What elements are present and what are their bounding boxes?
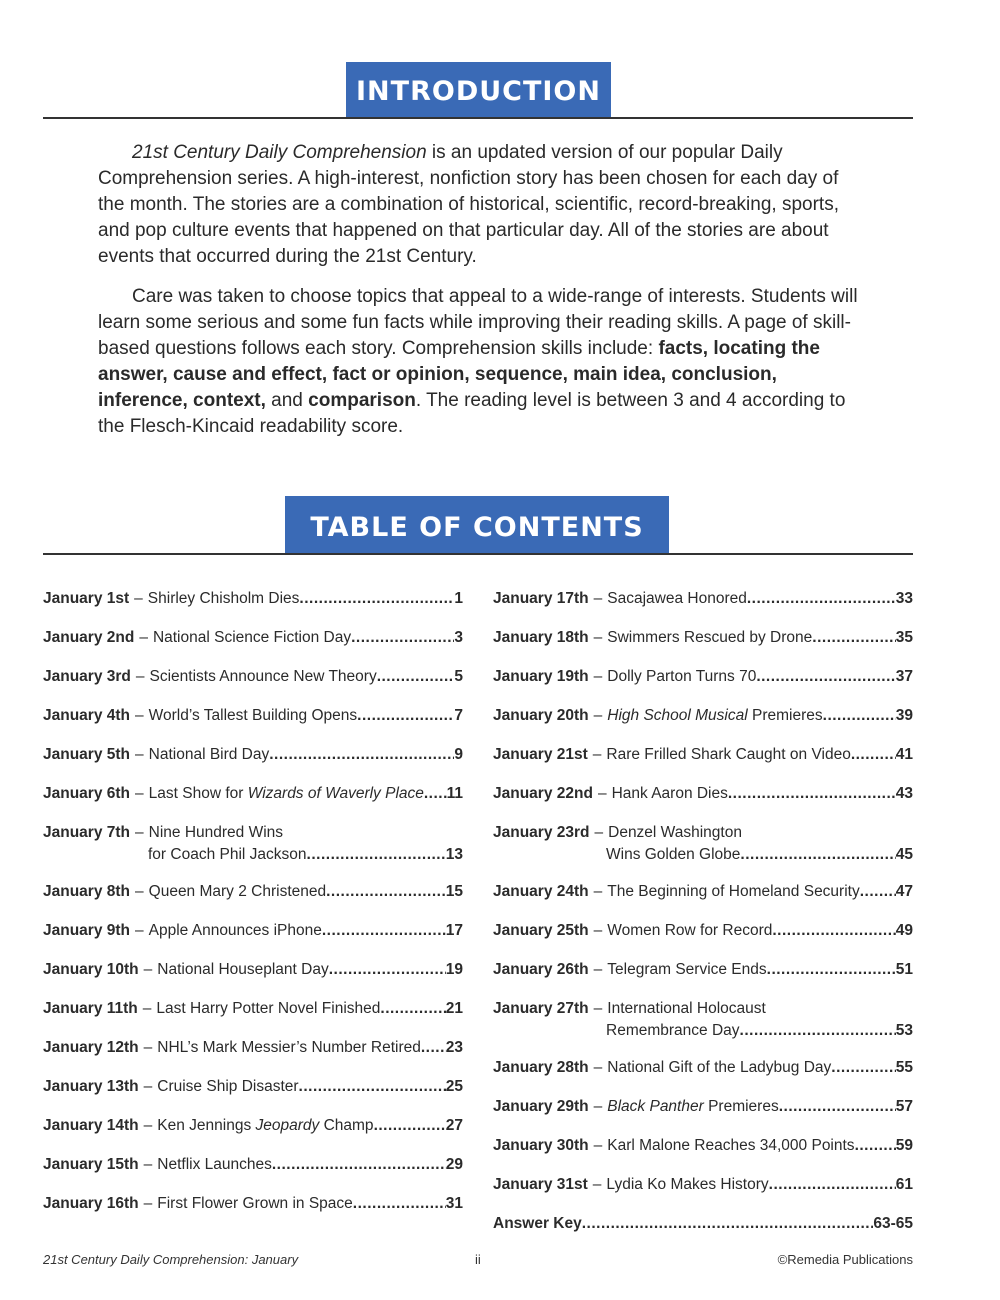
toc-page-number: 43 (895, 785, 913, 802)
toc-leader-dots (351, 627, 454, 649)
toc-entry[interactable] (43, 1115, 463, 1137)
toc-dash: – (593, 1059, 603, 1076)
toc-dash: – (592, 746, 602, 763)
toc-entry[interactable] (493, 705, 913, 727)
toc-entry[interactable] (493, 1174, 913, 1196)
toc-page-number: 7 (454, 707, 463, 724)
toc-entry-title (157, 1076, 298, 1098)
toc-dash: – (139, 629, 148, 646)
toc-entry-title (606, 1174, 768, 1196)
toc-entry-row (43, 744, 463, 766)
toc-entry-title (607, 666, 756, 688)
toc-entry-title (149, 920, 322, 942)
toc-entry-row (493, 705, 913, 727)
toc-page-number: 37 (895, 668, 913, 685)
toc-leader-dots (812, 627, 895, 649)
toc-entry-row (493, 666, 913, 688)
toc-dash: – (593, 590, 603, 607)
toc-entry-title (607, 959, 766, 981)
toc-entry-row (43, 998, 463, 1020)
toc-entry-date: January 22nd (493, 785, 593, 802)
toc-entry-title (612, 783, 728, 805)
toc-entry-title (149, 744, 270, 766)
toc-entry[interactable] (43, 627, 463, 649)
toc-title-text: National Gift of the Ladybug Day (607, 1059, 832, 1076)
toc-entry-date: January 17th (493, 590, 589, 607)
toc-entry-row (43, 705, 463, 727)
toc-title-text: Last Harry Potter Novel Finished (156, 1000, 381, 1017)
toc-entry[interactable] (43, 666, 463, 688)
toc-title-text: Denzel Washington (608, 824, 742, 841)
toc-entry-title (156, 998, 380, 1020)
toc-leader-dots (769, 1174, 896, 1196)
toc-title-text: Swimmers Rescued by Drone (607, 629, 813, 646)
toc-entry-date: January 1st (43, 590, 130, 607)
toc-title-text: International Holocaust (607, 1000, 766, 1017)
toc-leader-dots (860, 881, 896, 903)
toc-page-number: 41 (895, 746, 913, 763)
toc-entry[interactable] (43, 998, 463, 1020)
toc-leader-dots (322, 920, 446, 942)
toc-entry-row (43, 666, 463, 688)
toc-dash: – (597, 785, 607, 802)
intro-paragraph-1-text: is an updated version of our popular Daily Comprehension series. A high-interest, nonfiction story has been chosen for each day of the month. The stories are a combination of historical, scientific, record-breaking, sports, and pop culture events that happened on that particular day. All of the stories are about events that occurred during the 21st Century. (98, 142, 839, 267)
toc-entry-row (493, 588, 913, 610)
intro-paragraph-2 (98, 284, 868, 440)
toc-entry[interactable] (493, 881, 913, 903)
toc-page-number: 3 (454, 629, 463, 646)
toc-entry-title (153, 627, 351, 649)
toc-entry-row (493, 1213, 913, 1235)
toc-page-number: 51 (895, 961, 913, 978)
toc-title-after: Premieres (747, 707, 823, 724)
toc-entry-date: January 13th (43, 1078, 139, 1095)
toc-dash: – (135, 785, 144, 802)
toc-entry[interactable] (43, 1037, 463, 1059)
toc-page-number: 1 (454, 590, 463, 607)
toc-entry-row (493, 1057, 913, 1079)
toc-title-italic: High School Musical (607, 707, 748, 724)
toc-title-text: Dolly Parton Turns 70 (607, 668, 757, 685)
toc-entry-row (493, 783, 913, 805)
toc-title-text: National Science Fiction Day (152, 629, 352, 646)
toc-entry-date: Answer Key (493, 1215, 582, 1232)
toc-page-number: 35 (895, 629, 913, 646)
toc-entry-title (607, 588, 747, 610)
toc-page-number: 31 (445, 1195, 463, 1212)
toc-entry[interactable] (43, 588, 463, 610)
toc-page-number: 47 (895, 883, 913, 900)
toc-entry-row (43, 1037, 463, 1059)
toc-entry-title (149, 705, 358, 727)
toc-dash: – (143, 961, 153, 978)
toc-leader-dots (326, 881, 446, 903)
toc-title-text: Last Show for (148, 785, 248, 802)
toc-entry-row (43, 783, 463, 805)
toc-entry-date: January 14th (43, 1117, 139, 1134)
toc-entry-row (493, 627, 913, 649)
skills-list-bold: facts, locating the answer, cause and effect, fact or opinion, sequence, main idea, conclusion, inference, context, (98, 338, 820, 411)
toc-leader-dots (740, 844, 895, 866)
toc-dash: – (135, 668, 145, 685)
divider-rule (43, 553, 913, 555)
toc-leader-dots (740, 1020, 896, 1042)
toc-entry-date: January 29th (493, 1098, 589, 1115)
toc-leader-dots (747, 588, 896, 610)
toc-entry-date: January 31st (493, 1176, 588, 1193)
toc-entry-row (43, 920, 463, 942)
toc-entry-date: January 30th (493, 1137, 589, 1154)
toc-title-text: Netflix Launches (157, 1156, 272, 1173)
toc-title-italic: Black Panther (607, 1098, 704, 1115)
toc-entry-row-continued (493, 844, 913, 866)
toc-entry-title (149, 783, 424, 805)
toc-entry-date: January 25th (493, 922, 589, 939)
toc-dash: – (135, 922, 144, 939)
toc-leader-dots (779, 1096, 896, 1118)
toc-title-text: Rare Frilled Shark Caught on Video (606, 746, 851, 763)
toc-entry[interactable] (493, 627, 913, 649)
toc-dash: – (134, 590, 143, 607)
toc-entry-title (157, 1115, 373, 1137)
toc-entry[interactable] (43, 822, 463, 866)
toc-entry-row (43, 1154, 463, 1176)
toc-entry[interactable] (43, 1154, 463, 1176)
toc-entry-date: January 2nd (43, 629, 135, 646)
toc-leader-dots (582, 1213, 874, 1235)
toc-page-number: 57 (895, 1098, 913, 1115)
toc-entry-row (43, 822, 463, 844)
toc-entry-title-line2: Remembrance Day (606, 1022, 740, 1039)
toc-leader-dots (307, 844, 446, 866)
toc-title-text: Karl Malone Reaches 34,000 Points (607, 1137, 855, 1154)
toc-entry[interactable] (43, 959, 463, 981)
toc-leader-dots (831, 1057, 895, 1079)
toc-entry-date: January 16th (43, 1195, 139, 1212)
footer-publisher: ©Remedia Publications (777, 1252, 913, 1267)
toc-entry[interactable] (43, 783, 463, 805)
toc-entry[interactable] (43, 920, 463, 942)
toc-page-number: 13 (445, 846, 463, 863)
intro-paragraph-1 (98, 140, 868, 270)
toc-entry-date: January 12th (43, 1039, 139, 1056)
toc-entry[interactable] (493, 783, 913, 805)
toc-page-number: 55 (895, 1059, 913, 1076)
toc-entry-date: January 6th (43, 785, 131, 802)
introduction-heading: INTRODUCTION (346, 62, 611, 118)
toc-heading: TABLE OF CONTENTS (285, 496, 669, 554)
toc-leader-dots (272, 1154, 446, 1176)
toc-entry-title (148, 588, 300, 610)
toc-dash: – (143, 1117, 153, 1134)
toc-title-text: First Flower Grown in Space (157, 1195, 353, 1212)
toc-dash: – (142, 1000, 152, 1017)
toc-entry-title (149, 822, 283, 844)
toc-entry-title (157, 959, 328, 981)
toc-dash: – (143, 1039, 153, 1056)
toc-dash: – (593, 1137, 603, 1154)
book-title: 21st Century Daily Comprehension (132, 142, 427, 163)
toc-leader-dots (756, 666, 895, 688)
toc-entry-title (608, 822, 742, 844)
toc-title-text: Cruise Ship Disaster (157, 1078, 299, 1095)
toc-entry-title (607, 1057, 831, 1079)
toc-entry-title (157, 1154, 272, 1176)
toc-entry-title (606, 744, 850, 766)
toc-leader-dots (377, 666, 455, 688)
toc-entry-title (157, 1037, 421, 1059)
toc-entry[interactable] (493, 920, 913, 942)
toc-entry-row (43, 588, 463, 610)
toc-dash: – (593, 629, 603, 646)
toc-title-text: Nine Hundred Wins (148, 824, 284, 841)
toc-entry-date: January 10th (43, 961, 139, 978)
toc-entry-row-continued (493, 1020, 913, 1042)
toc-entry-row (493, 822, 913, 844)
toc-entry[interactable] (493, 1096, 913, 1118)
toc-entry-title (157, 1193, 353, 1215)
skill-comparison-bold: comparison (308, 390, 416, 411)
toc-entry-title (607, 627, 812, 649)
toc-page-number: 23 (445, 1039, 463, 1056)
toc-entry[interactable] (493, 666, 913, 688)
toc-title-after: Premieres (703, 1098, 779, 1115)
toc-entry[interactable] (493, 1213, 913, 1235)
toc-entry-row (493, 1174, 913, 1196)
intro-paragraph-2-text-d: . The reading level is between 3 and 4 according to the Flesch-Kincaid readability score. (98, 390, 846, 437)
toc-title-text: Queen Mary 2 Christened (148, 883, 327, 900)
toc-entry-row-continued (43, 844, 463, 866)
toc-title-text: Telegram Service Ends (607, 961, 767, 978)
toc-entry-row (493, 881, 913, 903)
toc-entry-date: January 26th (493, 961, 589, 978)
toc-entry-title (607, 920, 772, 942)
toc-leader-dots (374, 1115, 446, 1137)
toc-page-number: 9 (454, 746, 463, 763)
toc-entry[interactable] (493, 1135, 913, 1157)
toc-dash: – (593, 1000, 603, 1017)
toc-leader-dots (772, 920, 895, 942)
toc-entry-row (43, 627, 463, 649)
toc-page-number: 5 (454, 668, 463, 685)
toc-leader-dots (855, 1135, 896, 1157)
toc-leader-dots (299, 1076, 446, 1098)
toc-page-number: 11 (446, 785, 463, 802)
toc-page-number: 33 (895, 590, 913, 607)
toc-entry-date: January 9th (43, 922, 131, 939)
toc-page-number: 39 (895, 707, 913, 724)
introduction-header (43, 62, 913, 120)
toc-entry-date: January 3rd (43, 668, 131, 685)
toc-entry[interactable] (493, 959, 913, 981)
toc-dash: – (593, 883, 603, 900)
toc-dash: – (592, 1176, 602, 1193)
toc-page-number: 19 (445, 961, 463, 978)
toc-entry-date: January 7th (43, 824, 131, 841)
toc-entry-date: January 18th (493, 629, 589, 646)
footer-book-title: 21st Century Daily Comprehension: January (43, 1252, 299, 1267)
toc-title-text: Scientists Announce New Theory (149, 668, 377, 685)
toc-entry[interactable] (493, 822, 913, 866)
toc-entry-date: January 21st (493, 746, 588, 763)
toc-title-text: Shirley Chisholm Dies (147, 590, 300, 607)
toc-leader-dots (357, 705, 454, 727)
toc-title-italic: Wizards of Waverly Place (247, 785, 424, 802)
toc-title-italic: Jeopardy (255, 1117, 320, 1134)
toc-page-number: 21 (445, 1000, 463, 1017)
toc-page-number: 27 (445, 1117, 463, 1134)
toc-entry-row (43, 1115, 463, 1137)
toc-entry-date: January 15th (43, 1156, 139, 1173)
toc-dash: – (135, 883, 144, 900)
toc-entry-date: January 20th (493, 707, 589, 724)
toc-leader-dots (353, 1193, 446, 1215)
toc-entry-date: January 19th (493, 668, 589, 685)
toc-title-text: World’s Tallest Building Opens (148, 707, 358, 724)
toc-dash: – (593, 922, 603, 939)
toc-entry[interactable] (43, 705, 463, 727)
toc-title-text: National Bird Day (148, 746, 270, 763)
toc-entry[interactable] (43, 744, 463, 766)
toc-entry-row (43, 1076, 463, 1098)
toc-page-number: 53 (895, 1022, 913, 1039)
toc-dash: – (593, 961, 603, 978)
toc-page-number: 63-65 (873, 1215, 913, 1232)
toc-entry-date: January 8th (43, 883, 131, 900)
intro-paragraph-2-text-a: Care was taken to choose topics that appeal to a wide-range of interests. Students will learn some serious and some fun facts while improving their reading skills. A page of skill-based questions follows each story. Comprehension skills include: (98, 286, 858, 359)
toc-entry-row (493, 959, 913, 981)
toc-entry-row (493, 920, 913, 942)
toc-title-text: Hank Aaron Dies (611, 785, 728, 802)
toc-entry[interactable] (493, 744, 913, 766)
toc-title-after: Champ (319, 1117, 374, 1134)
toc-entry-date: January 27th (493, 1000, 589, 1017)
toc-entry-date: January 23rd (493, 824, 590, 841)
toc-page-number: 49 (895, 922, 913, 939)
toc-dash: – (143, 1156, 153, 1173)
page-number: ii (475, 1252, 481, 1267)
toc-leader-dots (851, 744, 896, 766)
toc-header (43, 496, 913, 556)
toc-entry[interactable] (43, 1076, 463, 1098)
toc-entry-row (493, 744, 913, 766)
toc-entry[interactable] (493, 998, 913, 1042)
toc-entry-title (607, 1096, 778, 1118)
toc-dash: – (135, 824, 144, 841)
toc-entry-row (493, 1096, 913, 1118)
toc-leader-dots (421, 1037, 446, 1059)
divider-rule (43, 117, 913, 119)
toc-entry-row (493, 1135, 913, 1157)
toc-leader-dots (269, 744, 454, 766)
toc-entry-date: January 4th (43, 707, 131, 724)
toc-entry-title (607, 998, 766, 1020)
toc-entry-row (43, 1193, 463, 1215)
toc-leader-dots (329, 959, 446, 981)
toc-title-text: Women Row for Record (607, 922, 773, 939)
toc-dash: – (593, 668, 603, 685)
toc-entry[interactable] (493, 588, 913, 610)
toc-dash: – (143, 1195, 153, 1212)
toc-title-text: Apple Announces iPhone (148, 922, 322, 939)
toc-entry-row (43, 959, 463, 981)
toc-leader-dots (299, 588, 454, 610)
toc-entry-title (149, 881, 326, 903)
toc-entry-title-line2: for Coach Phil Jackson (148, 846, 307, 863)
toc-entry-date: January 5th (43, 746, 131, 763)
toc-leader-dots (380, 998, 445, 1020)
toc-entry-date: January 11th (43, 1000, 138, 1017)
toc-dash: – (135, 746, 144, 763)
toc-page-number: 59 (895, 1137, 913, 1154)
toc-entry-title (607, 705, 822, 727)
toc-entry-date: January 28th (493, 1059, 589, 1076)
toc-page-number: 25 (445, 1078, 463, 1095)
toc-entry[interactable] (493, 1057, 913, 1079)
toc-entry-title-line2: Wins Golden Globe (606, 846, 741, 863)
toc-page-number: 29 (445, 1156, 463, 1173)
toc-page-number: 45 (895, 846, 913, 863)
toc-entry-row (43, 881, 463, 903)
toc-title-text: Sacajawea Honored (607, 590, 747, 607)
toc-entry-title (607, 881, 859, 903)
toc-leader-dots (728, 783, 896, 805)
toc-dash: – (135, 707, 144, 724)
toc-entry-row (493, 998, 913, 1020)
toc-page-number: 15 (445, 883, 463, 900)
toc-title-text: Lydia Ko Makes History (606, 1176, 769, 1193)
toc-dash: – (143, 1078, 153, 1095)
intro-paragraph-2-text-c: and (265, 390, 309, 411)
toc-leader-dots (823, 705, 896, 727)
toc-leader-dots (424, 783, 447, 805)
toc-page-number: 61 (895, 1176, 913, 1193)
toc-entry-title (607, 1135, 854, 1157)
toc-dash: – (593, 707, 603, 724)
toc-title-text: Ken Jennings (157, 1117, 256, 1134)
toc-page-number: 17 (445, 922, 463, 939)
toc-leader-dots (767, 959, 896, 981)
introduction-body (98, 140, 868, 440)
toc-entry-date: January 24th (493, 883, 589, 900)
toc-dash: – (593, 1098, 603, 1115)
toc-title-text: NHL’s Mark Messier’s Number Retired (157, 1039, 421, 1056)
toc-entry-title (150, 666, 377, 688)
toc-entry[interactable] (43, 1193, 463, 1215)
toc-title-text: The Beginning of Homeland Security (607, 883, 860, 900)
toc-title-text: National Houseplant Day (157, 961, 329, 978)
toc-dash: – (594, 824, 604, 841)
toc-entry[interactable] (43, 881, 463, 903)
